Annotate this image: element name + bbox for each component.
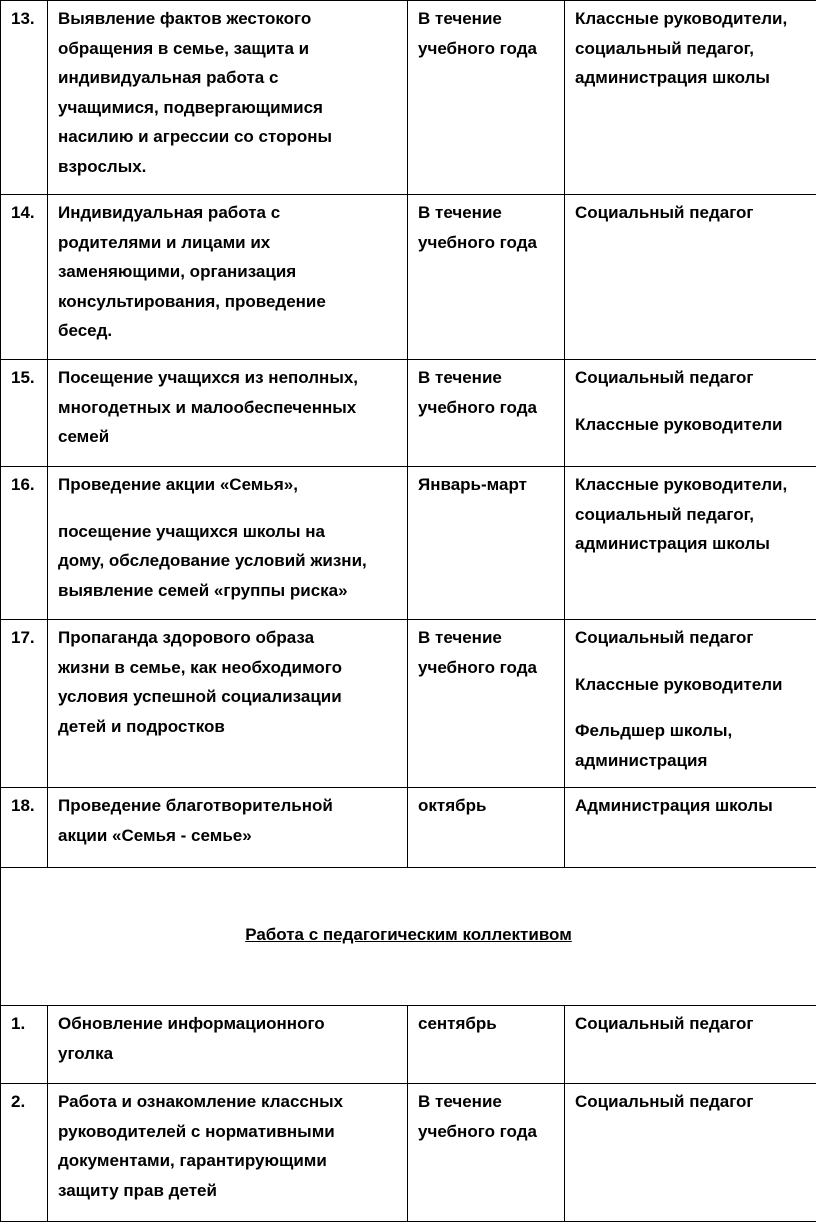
table-row [1, 1006, 816, 1084]
activity-cell: Работа и ознакомление классных руководителей с нормативными документами, гарантирующими защиту прав детей [48, 1084, 408, 1222]
row-number: 16. [1, 467, 48, 620]
activity-cell: Проведение благотворительной акции «Семья - семье» [48, 788, 408, 868]
section-title: Работа с педагогическим коллективом [245, 925, 572, 945]
table-row [1, 1084, 816, 1222]
activity-cell: Индивидуальная работа с родителями и лицами их заменяющими, организация консультирования, проведение бесед. [48, 195, 408, 360]
table-row [1, 620, 816, 788]
timing-cell: Январь-март [408, 467, 565, 620]
row-number: 2. [1, 1084, 48, 1222]
table-row [1, 1, 816, 195]
responsible-cell: Классные руководители, социальный педагог, администрация школы [565, 1, 816, 195]
responsible-cell: Классные руководители, социальный педагог, администрация школы [565, 467, 816, 620]
table-row [1, 360, 816, 467]
responsible-cell: Социальный педагог [565, 195, 816, 360]
activity-cell: Пропаганда здорового образа жизни в семье, как необходимого условия успешной социализации детей и подростков [48, 620, 408, 788]
row-number: 17. [1, 620, 48, 788]
row-number: 13. [1, 1, 48, 195]
timing-cell: В течение учебного года [408, 1084, 565, 1222]
responsible-cell: Социальный педагог Классные руководители Фельдшер школы, администрация [565, 620, 816, 788]
timing-cell: В течение учебного года [408, 620, 565, 788]
table-row [1, 467, 816, 620]
timing-cell: октябрь [408, 788, 565, 868]
activity-cell: Посещение учащихся из неполных, многодетных и малообеспеченных семей [48, 360, 408, 467]
activity-cell: Выявление фактов жестокого обращения в семье, защита и индивидуальная работа с учащимися, подвергающимися насилию и агрессии со стороны взрослых. [48, 1, 408, 195]
timing-cell: В течение учебного года [408, 360, 565, 467]
row-number: 1. [1, 1006, 48, 1084]
timing-cell: В течение учебного года [408, 195, 565, 360]
timing-cell: В течение учебного года [408, 1, 565, 195]
section-heading-cell [1, 868, 816, 1006]
row-number: 15. [1, 360, 48, 467]
activity-cell: Обновление информационного уголка [48, 1006, 408, 1084]
responsible-cell: Социальный педагог [565, 1006, 816, 1084]
responsible-cell: Социальный педагог Классные руководители [565, 360, 816, 467]
responsible-cell: Администрация школы [565, 788, 816, 868]
row-number: 18. [1, 788, 48, 868]
section-row [1, 868, 816, 1006]
table-row [1, 195, 816, 360]
timing-cell: сентябрь [408, 1006, 565, 1084]
table-row [1, 788, 816, 868]
row-number: 14. [1, 195, 48, 360]
responsible-cell: Социальный педагог [565, 1084, 816, 1222]
activity-cell: Проведение акции «Семья», посещение учащихся школы на дому, обследование условий жизни, выявление семей «группы риска» [48, 467, 408, 620]
